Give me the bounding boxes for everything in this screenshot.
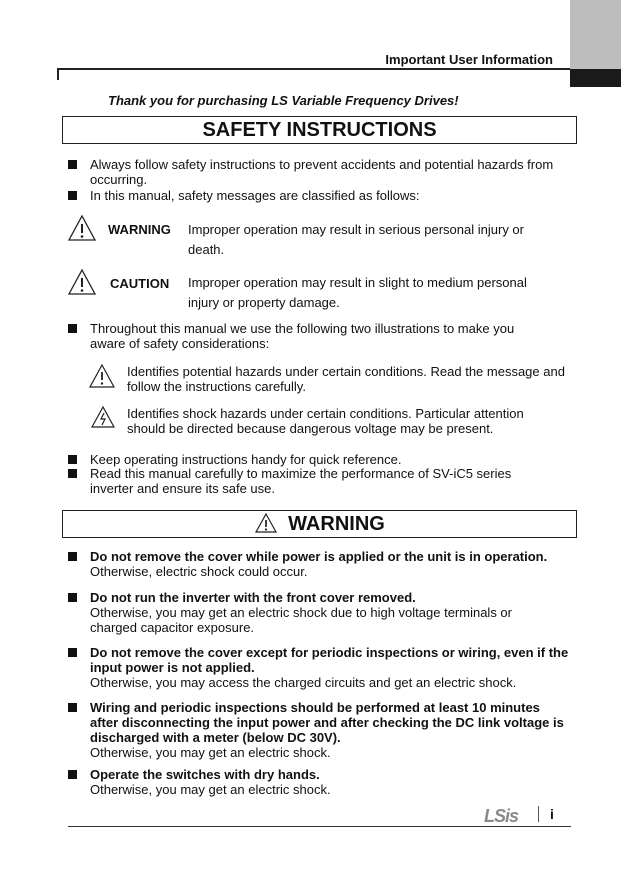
bullet-icon	[68, 770, 77, 779]
intro-bullet-2: In this manual, safety messages are classified as follows:	[90, 188, 420, 203]
reference-bullet-2: Read this manual carefully to maximize the performance of SV-iC5 series inverter and ensure its safe use.	[90, 466, 512, 496]
warning-title-icon	[254, 512, 278, 534]
hazard-triangle-icon	[88, 363, 116, 389]
header-rule	[57, 68, 570, 70]
illustrations-bullet: Throughout this manual we use the following two illustrations to make you aware of safety considerations:	[90, 321, 515, 351]
warning-triangle-icon	[67, 214, 97, 242]
warning-item	[90, 700, 566, 760]
bullet-icon	[68, 160, 77, 169]
warning-label: WARNING	[108, 222, 171, 237]
warning-item	[90, 549, 580, 579]
warning-item	[90, 645, 576, 690]
shock-illustration-text: Identifies shock hazards under certain conditions. Particular attention should be directed because dangerous voltage may be present.	[127, 406, 524, 436]
warning-item-bold: Do not remove the cover except for periodic inspections or wiring, even if the input power is not applied.	[90, 645, 569, 675]
warning-section-title	[62, 510, 577, 538]
warning-item-text: Otherwise, you may get an electric shock.	[90, 745, 331, 760]
intro-bullet-1: Always follow safety instructions to prevent accidents and potential hazards from occurring.	[90, 157, 554, 187]
warning-item-bold: Do not remove the cover while power is applied or the unit is in operation.	[90, 549, 548, 564]
caution-definition: Improper operation may result in slight to medium personal injury or property damage.	[188, 275, 527, 310]
warning-item-bold: Do not run the inverter with the front cover removed.	[90, 590, 416, 605]
warning-item-text: Otherwise, you may access the charged circuits and get an electric shock.	[90, 675, 517, 690]
chapter-tab-marker	[570, 69, 621, 87]
warning-item-text: Otherwise, you may get an electric shock.	[90, 782, 331, 797]
safety-instructions-title: SAFETY INSTRUCTIONS	[62, 116, 577, 144]
shock-hazard-icon	[90, 405, 116, 429]
warning-item-bold: Wiring and periodic inspections should be performed at least 10 minutes after disconnecting the input power and after checking the DC link voltage is discharged with a meter (below DC 30V).	[90, 700, 564, 745]
bullet-icon	[68, 469, 77, 478]
caution-triangle-icon	[67, 268, 97, 296]
warning-definition: Improper operation may result in serious personal injury or death.	[188, 222, 524, 257]
bullet-icon	[68, 703, 77, 712]
bullet-icon	[68, 455, 77, 464]
bullet-icon	[68, 191, 77, 200]
warning-title-text: WARNING	[288, 513, 385, 535]
page-header-title: Important User Information	[385, 52, 553, 67]
chapter-tab	[570, 0, 621, 69]
bullet-icon	[68, 324, 77, 333]
header-rule-tick	[57, 68, 59, 80]
warning-item	[90, 767, 560, 797]
reference-bullet-1: Keep operating instructions handy for quick reference.	[90, 452, 402, 467]
footer-rule	[68, 826, 571, 827]
footer-separator	[538, 806, 539, 822]
bullet-icon	[68, 593, 77, 602]
page-number: i	[550, 806, 554, 822]
bullet-icon	[68, 552, 77, 561]
warning-item-text: Otherwise, you may get an electric shock due to high voltage terminals or charged capacitor exposure.	[90, 605, 512, 635]
warning-item-text: Otherwise, electric shock could occur.	[90, 564, 308, 579]
bullet-icon	[68, 648, 77, 657]
caution-label: CAUTION	[110, 276, 170, 291]
ls-logo: LSis	[484, 806, 519, 826]
hazard-illustration-text: Identifies potential hazards under certain conditions. Read the message and follow the instructions carefully.	[127, 364, 565, 394]
thank-you-line: Thank you for purchasing LS Variable Frequency Drives!	[108, 93, 459, 108]
warning-item	[90, 590, 550, 635]
warning-item-bold: Operate the switches with dry hands.	[90, 767, 320, 782]
